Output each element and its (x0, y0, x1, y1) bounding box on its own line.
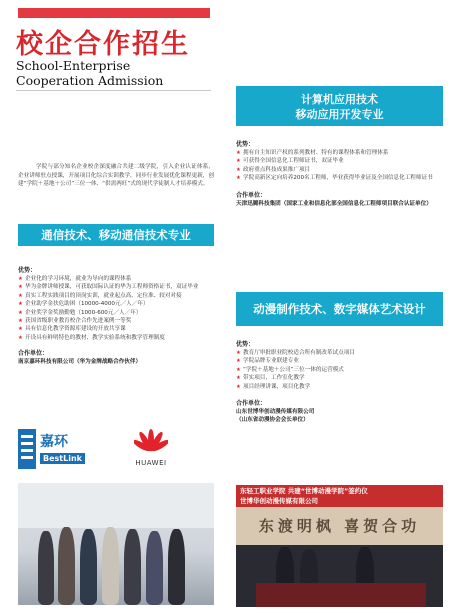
software-partner-name: 天津迅腾科技集团（国家工业和信息化部全国信息化工程师项目联合认证单位） (236, 200, 432, 207)
intro-paragraph: 学院与部分知名企业校企深度融合共建二级学院，引入企业认证体系，企业讲师驻点授课，开展项目化综合实训教学，同步行业发展优化课程更新，创建“学院＋基地＋公司”三位一体、“供需两旺”式的现代学徒制人才培养模式。 (18, 164, 214, 188)
animation-partner-label: 合作单位： (236, 400, 267, 408)
software-partner (236, 191, 443, 208)
ceremony-backdrop-text (236, 485, 443, 507)
telecom-advantages-label: 优势： (18, 267, 37, 274)
person-figure (102, 527, 119, 605)
person-figure (58, 527, 75, 605)
list-item: ★ 真实工程实践项目的顶岗实训，就业起点高、定位准、较对对接 (18, 292, 214, 300)
telecom-partner (18, 349, 214, 366)
huawei-name: HUAWEI (135, 459, 167, 467)
animation-partner-name: 山东世博华创动漫传媒有限公司 (236, 409, 315, 416)
list-item: ★ 学院高新区定向培养200名工程师，毕业获得毕业证及全国信息化工程师证书 (236, 174, 443, 182)
list-item: ★ 政府重点科技成果推广项目 (236, 166, 443, 174)
list-item: ★ 企业奖学金奖励勤勉（1000-600元／人／年） (18, 309, 214, 317)
list-item: ★ 可获得全国信息化工程师证书，双证毕业 (236, 157, 443, 165)
person-figure (38, 531, 54, 605)
header-divider (16, 90, 211, 91)
huawei-flower-icon (134, 427, 168, 457)
animation-advantages-label: 优势： (236, 341, 255, 348)
telecom-section (18, 266, 214, 367)
huawei-logo (126, 427, 176, 473)
subtitle-line-2: Cooperation Admission (16, 73, 164, 88)
software-advantages-label: 优势： (236, 141, 255, 148)
telecom-advantages-list (18, 275, 214, 342)
person-figure (168, 529, 185, 605)
animation-partner-note: （山东省动漫协会会长单位） (236, 417, 309, 424)
bestlink-mark-icon (18, 429, 36, 469)
software-banner-line-1: 计算机应用技术 (301, 93, 378, 106)
list-item: ★ 企业助学金扶危助困（10000-4000元／人／年） (18, 300, 214, 308)
photo-wall (18, 483, 214, 528)
telecom-partner-label: 合作单位： (18, 350, 49, 358)
partner-logos (18, 427, 214, 473)
telecom-section-banner: 通信技术、移动通信技术专业 (18, 224, 214, 246)
software-banner-line-2: 移动应用开发专业 (295, 108, 384, 121)
ceremony-backdrop-line-1: 东轻工职业学院 共建“世博动漫学院”签约仪 (240, 487, 368, 495)
bestlink-logo (18, 427, 88, 473)
student-group-photo (18, 483, 214, 605)
list-item: ★ 项目经理讲课，项目化教学 (236, 383, 443, 391)
person-figure (124, 529, 141, 605)
ceremony-calligraphy: 东渡明枫 喜贺合功 (236, 507, 443, 545)
list-item: ★ 具有信息化教学资源库建设的开放共享课 (18, 325, 214, 333)
list-item: ★ 教育厅审批职业院校适合所有制改革试点项目 (236, 349, 443, 357)
animation-partner (236, 399, 443, 425)
list-item: ★ 开设具有鲜明特色的教材、教学实验系统和教学管理制度 (18, 334, 214, 342)
software-section (236, 140, 443, 208)
page-title: 校企合作招生 (16, 29, 190, 60)
list-item: ★ 企业化的学习环境，就业为导向的课程体系 (18, 275, 214, 283)
software-section-banner (236, 86, 443, 126)
page-subtitle (16, 58, 163, 88)
signing-table (256, 583, 426, 607)
header-accent-bar (18, 8, 210, 18)
list-item: ★ 华为金牌讲师授课，可获取国际认证的华为工程师资格证书，双证毕业 (18, 283, 214, 291)
bestlink-name-cn: 嘉环 (40, 434, 68, 450)
person-figure (80, 529, 97, 605)
software-partner-label: 合作单位： (236, 191, 267, 199)
list-item: ★ 获国省级职业教育校企合作先进案例一等奖 (18, 317, 214, 325)
animation-advantages-list (236, 349, 443, 391)
telecom-partner-name: 南京嘉环科技有限公司（华为金牌战略合作伙伴） (18, 359, 142, 366)
software-advantages-list (236, 149, 443, 183)
ceremony-backdrop-line-2: 世博华创动漫传媒有限公司 (240, 497, 318, 505)
list-item: ★ 拥有自主知识产权的系列教材、特有的课程体系和管理体系 (236, 149, 443, 157)
bestlink-name-en: BestLink (40, 453, 85, 464)
animation-section-banner: 动漫制作技术、数字媒体艺术设计 (236, 292, 443, 326)
signing-ceremony-photo (236, 485, 443, 607)
list-item: ★ 带实项目，工作室化教学 (236, 374, 443, 382)
person-figure (146, 531, 163, 605)
list-item: ★ “学院＋基地＋公司”三位一体的运营模式 (236, 366, 443, 374)
subtitle-line-1: School-Enterprise (16, 58, 131, 73)
animation-section (236, 340, 443, 425)
list-item: ★ 学院品牌专业联建专业 (236, 357, 443, 365)
